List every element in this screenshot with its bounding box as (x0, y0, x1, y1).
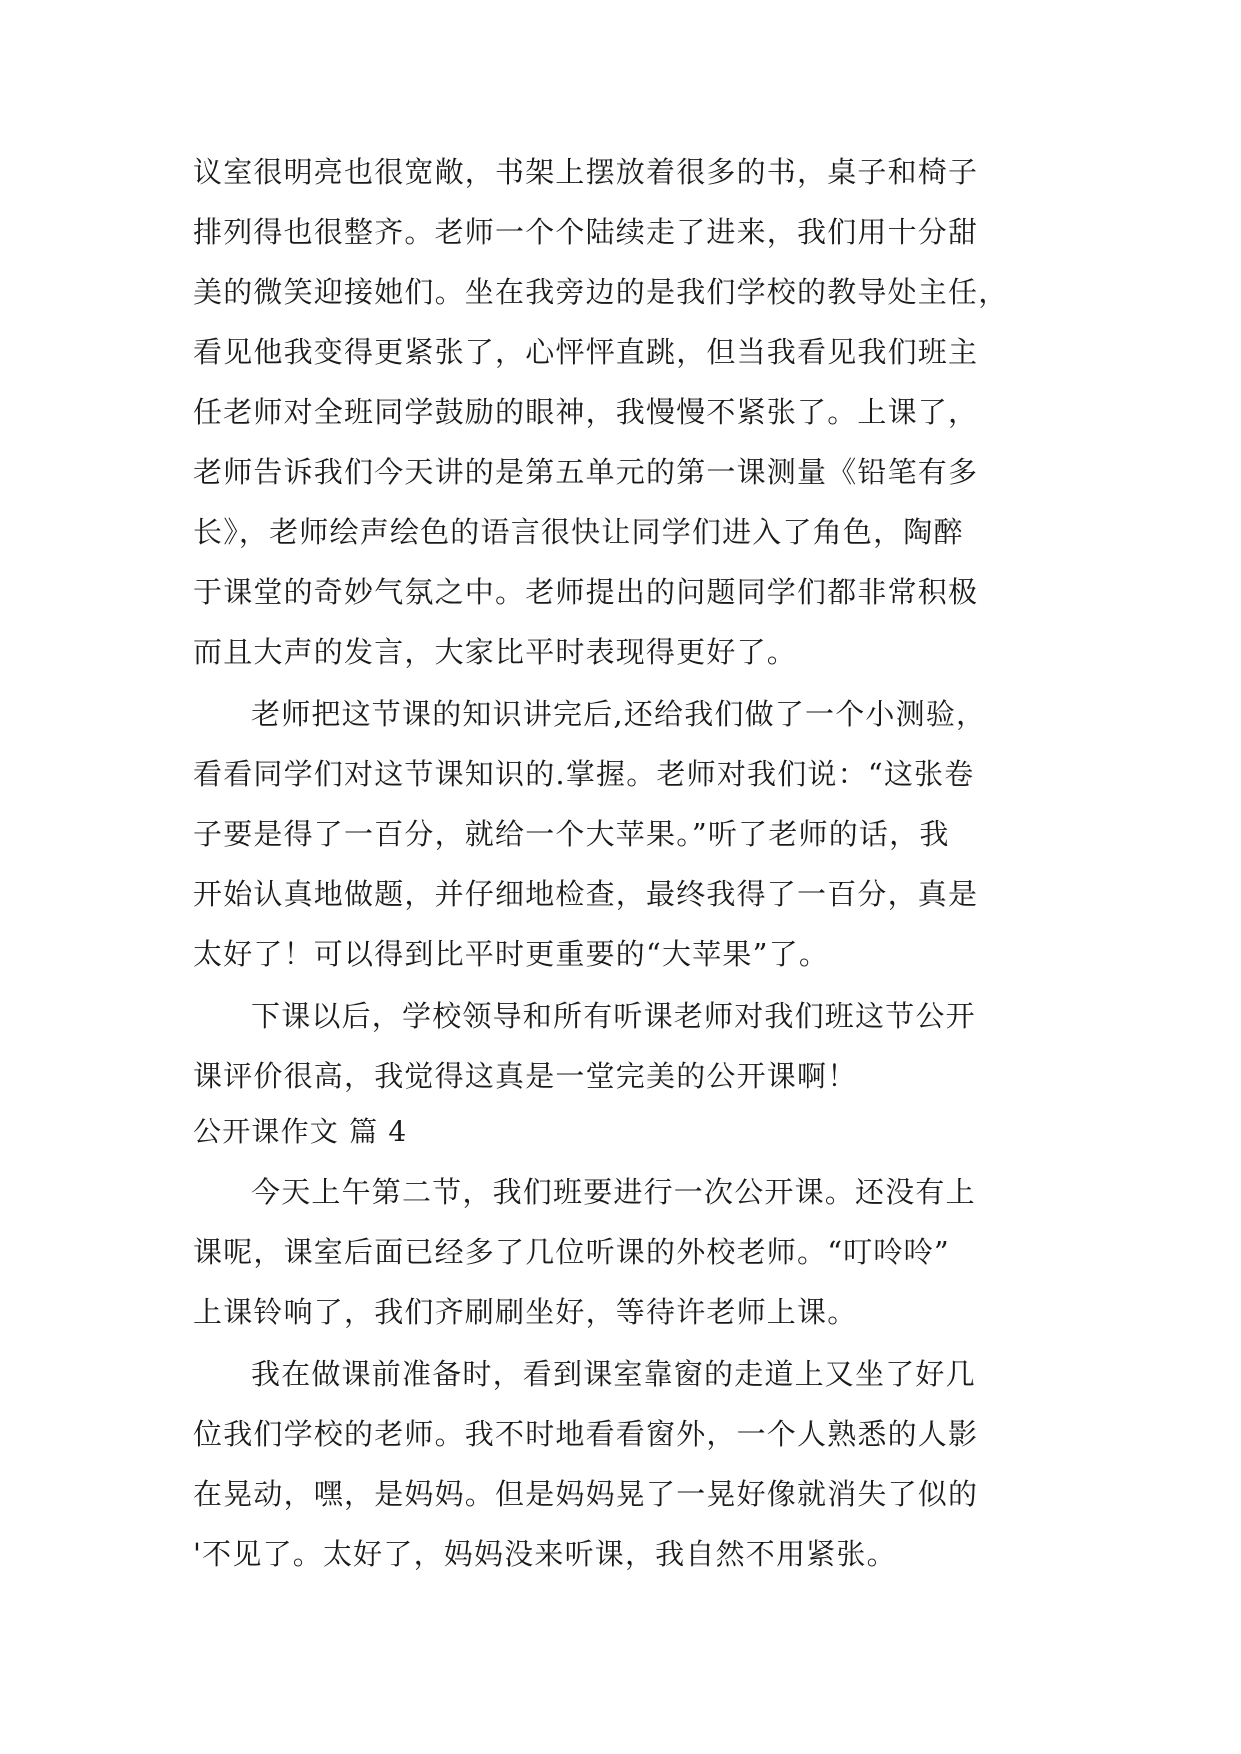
text-line: 看看同学们对这节课知识的.掌握。老师对我们说：“这张卷 (193, 757, 975, 791)
paragraph-first-line: 下课以后，学校领导和所有听课老师对我们班这节公开 (251, 999, 976, 1033)
text-line: 开始认真地做题，并仔细地检查，最终我得了一百分，真是 (193, 877, 979, 911)
text-line: 任老师对全班同学鼓励的眼神，我慢慢不紧张了。上课了， (193, 395, 979, 429)
text-line: 而且大声的发言，大家比平时表现得更好了。 (193, 635, 798, 669)
text-line: 看见他我变得更紧张了，心怦怦直跳，但当我看见我们班主 (193, 335, 979, 369)
paragraph-first-line: 今天上午第二节，我们班要进行一次公开课。还没有上 (251, 1175, 976, 1209)
paragraph-first-line: 老师把这节课的知识讲完后,还给我们做了一个小测验， (251, 697, 987, 731)
text-line: 议室很明亮也很宽敞，书架上摆放着很多的书，桌子和椅子 (193, 155, 979, 189)
text-line: 于课堂的奇妙气氛之中。老师提出的问题同学们都非常积极 (193, 575, 979, 609)
text-line: 课呢，课室后面已经多了几位听课的外校老师。“叮呤呤” (193, 1235, 950, 1269)
text-line: 太好了！可以得到比平时更重要的“大苹果”了。 (193, 937, 830, 971)
text-line: 长》，老师绘声绘色的语言很快让同学们进入了角色，陶醉 (193, 515, 964, 549)
text-line: '不见了。太好了，妈妈没来听课，我自然不用紧张。 (193, 1537, 897, 1571)
paragraph-first-line: 我在做课前准备时，看到课室靠窗的走道上又坐了好几 (251, 1357, 976, 1391)
text-line: 排列得也很整齐。老师一个个陆续走了进来，我们用十分甜 (193, 215, 979, 249)
text-line: 位我们学校的老师。我不时地看看窗外，一个人熟悉的人影 (193, 1417, 979, 1451)
text-line: 子要是得了一百分，就给一个大苹果。”听了老师的话，我 (193, 817, 950, 851)
text-line: 上课铃响了，我们齐刷刷坐好，等待许老师上课。 (193, 1295, 858, 1329)
text-line: 在晃动，嘿，是妈妈。但是妈妈晃了一晃好像就消失了似的 (193, 1477, 979, 1511)
section-heading: 公开课作文 篇 4 (193, 1115, 408, 1148)
text-line: 课评价很高，我觉得这真是一堂完美的公开课啊！ (193, 1059, 858, 1093)
text-line: 老师告诉我们今天讲的是第五单元的第一课测量《铅笔有多 (193, 455, 979, 489)
text-line: 美的微笑迎接她们。坐在我旁边的是我们学校的教导处主任， (193, 275, 1009, 309)
